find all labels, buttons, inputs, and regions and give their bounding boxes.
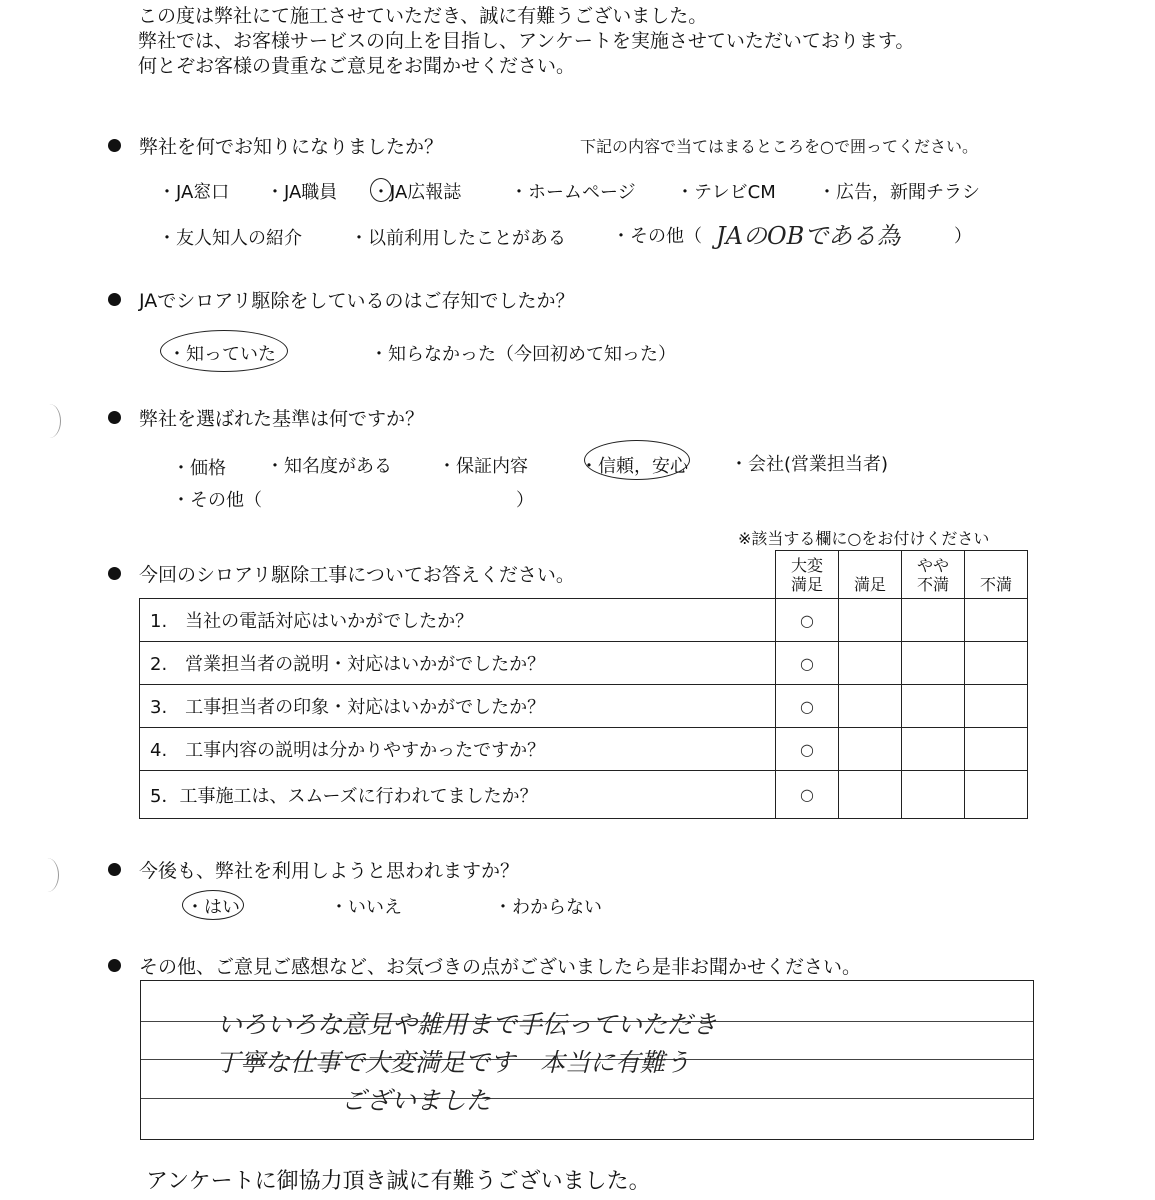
row-label: 5．工事施工は、スムーズに行われてましたか？	[140, 771, 776, 819]
closing-message: アンケートに御協力頂き誠に有難うございました。	[146, 1169, 651, 1194]
option-warranty[interactable]: ・保証内容	[438, 456, 528, 477]
rating-cell[interactable]	[902, 685, 965, 728]
rating-cell[interactable]	[965, 771, 1028, 819]
table-row	[140, 685, 1028, 728]
question-title: JAでシロアリ駆除をしているのはご存知でしたか？	[139, 290, 575, 312]
option-name-recognition[interactable]: ・知名度がある	[266, 456, 392, 477]
bullet-icon	[108, 567, 121, 580]
option-friend-referral[interactable]: ・友人知人の紹介	[158, 228, 302, 249]
table-row	[140, 642, 1028, 685]
comment-handwritten-line-3: ございました	[341, 1086, 492, 1115]
option-did-not-know[interactable]: ・知らなかった（今回初めて知った）	[370, 344, 676, 365]
intro-line-2: 弊社では、お客様サービスの向上を目指し、アンケートを実施させていただいております。	[138, 30, 915, 52]
question-comments	[108, 952, 861, 979]
other-answer-handwritten: JAのOBである為	[716, 222, 901, 250]
row-label: 1. 当社の電話対応はいかがでしたか？	[140, 599, 776, 642]
rating-header-row	[140, 551, 1028, 599]
question-aware-termite	[108, 286, 575, 313]
option-other[interactable]: ・その他（	[612, 226, 702, 247]
rating-table	[139, 550, 1028, 819]
column-very-satisfied: 大変 満足	[776, 551, 839, 599]
rating-cell[interactable]	[902, 599, 965, 642]
rating-cell[interactable]	[839, 728, 902, 771]
rating-cell[interactable]	[839, 685, 902, 728]
selected-circle-mark	[584, 440, 690, 480]
bullet-icon	[108, 959, 121, 972]
rating-cell-selected[interactable]: ○	[776, 642, 839, 685]
bullet-icon	[108, 411, 121, 424]
rating-cell[interactable]	[902, 771, 965, 819]
option-price[interactable]: ・価格	[172, 458, 226, 479]
table-row	[140, 728, 1028, 771]
rating-cell[interactable]	[965, 685, 1028, 728]
option-knew[interactable]: ・知っていた	[168, 344, 276, 365]
instruction-text: 下記の内容で当てはまるところを○で囲ってください。	[580, 137, 978, 156]
option-other-close: ）	[516, 490, 534, 511]
comment-box[interactable]	[140, 980, 1034, 1140]
bullet-icon	[108, 139, 121, 152]
column-dissatisfied: 不満	[965, 551, 1028, 599]
question-title: その他、ご意見ご感想など、お気づきの点がございましたら是非お聞かせください。	[139, 956, 862, 978]
rating-cell-selected[interactable]: ○	[776, 599, 839, 642]
question-title: 今後も、弊社を利用しようと思われますか？	[139, 860, 520, 882]
question-title: 今回のシロアリ駆除工事についてお答えください。	[139, 564, 575, 586]
option-ja-newsletter[interactable]: ・JA広報誌	[372, 182, 462, 203]
table-row	[140, 599, 1028, 642]
intro-line-1: この度は弊社にて施工させていただき、誠に有難うございました。	[138, 5, 708, 27]
option-tv-cm[interactable]: ・テレビCM	[676, 182, 776, 203]
option-other[interactable]: ・その他（	[172, 490, 262, 511]
comment-handwritten-line-1: いろいろな意見や雑用まで手伝っていただき	[217, 1010, 718, 1039]
rating-cell[interactable]	[965, 728, 1028, 771]
rating-cell[interactable]	[839, 771, 902, 819]
option-used-before[interactable]: ・以前利用したことがある	[350, 228, 566, 249]
option-ja-window[interactable]: ・JA窓口	[158, 182, 230, 203]
option-yes[interactable]: ・はい	[186, 897, 240, 918]
table-row	[140, 771, 1028, 819]
option-unsure[interactable]: ・わからない	[494, 897, 602, 918]
rating-cell-selected[interactable]: ○	[776, 728, 839, 771]
bullet-icon	[108, 863, 121, 876]
row-label: 2. 営業担当者の説明・対応はいかがでしたか？	[140, 642, 776, 685]
selected-circle-mark	[370, 178, 392, 202]
rating-cell[interactable]	[902, 728, 965, 771]
rating-cell[interactable]	[902, 642, 965, 685]
selected-circle-mark	[160, 330, 288, 372]
rating-cell[interactable]	[965, 642, 1028, 685]
rating-cell-selected[interactable]: ○	[776, 771, 839, 819]
option-company-sales[interactable]: ・会社(営業担当者)	[730, 454, 889, 475]
bullet-icon	[108, 293, 121, 306]
option-trust[interactable]: ・信頼，安心	[580, 456, 688, 477]
row-label: 4. 工事内容の説明は分かりやすかったですか？	[140, 728, 776, 771]
rating-cell[interactable]	[839, 599, 902, 642]
rating-cell[interactable]	[839, 642, 902, 685]
question-title: 弊社を何でお知りになりましたか？	[139, 136, 444, 158]
question-selection-criteria	[108, 404, 424, 431]
question-how-known	[108, 132, 443, 159]
comment-handwritten-line-2: 丁寧な仕事で大変満足です 本当に有難う	[215, 1048, 691, 1077]
selected-circle-mark	[182, 890, 244, 920]
rating-cell-selected[interactable]: ○	[776, 685, 839, 728]
option-homepage[interactable]: ・ホームページ	[510, 182, 636, 203]
column-somewhat-dissatisfied: やや 不満	[902, 551, 965, 599]
row-label: 3. 工事担当者の印象・対応はいかがでしたか？	[140, 685, 776, 728]
option-ad-flyer[interactable]: ・広告，新聞チラシ	[818, 182, 980, 203]
option-ja-staff[interactable]: ・JA職員	[266, 182, 338, 203]
column-satisfied: 満足	[839, 551, 902, 599]
scan-edge-mark	[36, 858, 59, 892]
question-use-again	[108, 856, 519, 883]
comment-rule-line	[141, 1098, 1033, 1099]
intro-line-3: 何とぞお客様の貴重なご意見をお聞かせください。	[138, 55, 576, 77]
option-other-close: ）	[954, 226, 972, 247]
option-no[interactable]: ・いいえ	[330, 897, 402, 918]
question-title: 弊社を選ばれた基準は何ですか？	[139, 408, 425, 430]
scan-edge-mark	[38, 404, 61, 438]
rating-cell[interactable]	[965, 599, 1028, 642]
table-instruction: ※該当する欄に○をお付けください	[738, 529, 990, 548]
